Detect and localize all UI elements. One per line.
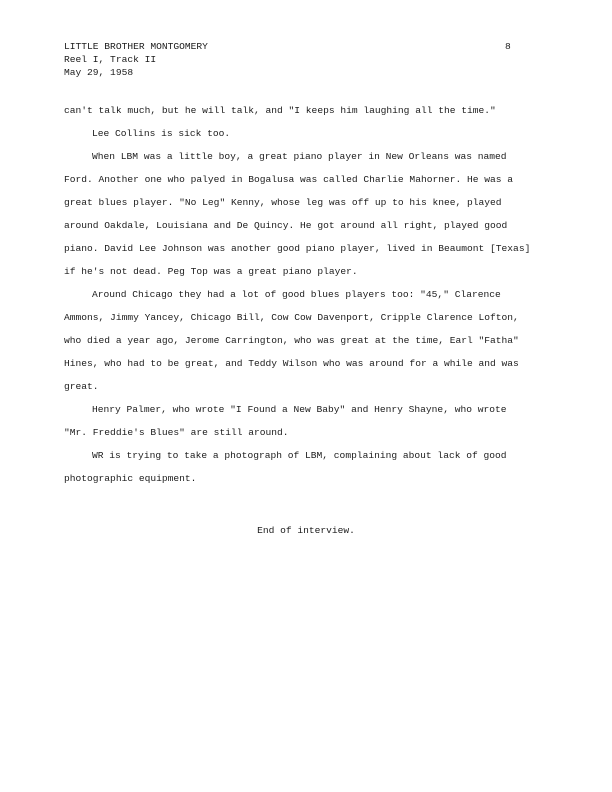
paragraph-new-orleans-pianists: When LBM was a little boy, a great piano player in New Orleans was named Ford. Another one who palyed in Bogalusa was called Charlie Mahorner. He was a great blues player. "No Leg" Kenny, whose leg was off up to his knee, played around Oakdale, Louisiana and De Quincy. He got around all right, played good piano. David Lee Johnson was another good piano player, lived in Beaumont [Texas] if he's not dead. Peg Top was a great piano player. <box>64 151 531 277</box>
document-header <box>64 40 208 79</box>
paragraph-photograph: WR is trying to take a photograph of LBM, complaining about lack of good photographic equipment. <box>64 450 507 484</box>
header-date: May 29, 1958 <box>64 67 134 78</box>
paragraph-henry-palmer: Henry Palmer, who wrote "I Found a New Baby" and Henry Shayne, who wrote "Mr. Freddie's Blues" are still around. <box>64 404 507 438</box>
page-number: 8 <box>505 41 511 52</box>
end-of-interview: End of interview. <box>257 525 355 536</box>
header-interviewee: LITTLE BROTHER MONTGOMERY <box>64 41 208 52</box>
transcript-body <box>64 99 534 490</box>
header-reel-track: Reel I, Track II <box>64 54 157 65</box>
paragraph-continuation: can't talk much, but he will talk, and "I keeps him laughing all the time." <box>64 105 496 116</box>
paragraph-lee-collins: Lee Collins is sick too. <box>92 128 231 139</box>
paragraph-chicago-blues-players: Around Chicago they had a lot of good blues players too: "45," Clarence Ammons, Jimmy Yancey, Chicago Bill, Cow Cow Davenport, Cripple Clarence Lofton, who died a year ago, Jerome Carrington, who was great at the time, Earl "Fatha" Hines, who had to be great, and Teddy Wilson who was around for a while and was great. <box>64 289 519 392</box>
